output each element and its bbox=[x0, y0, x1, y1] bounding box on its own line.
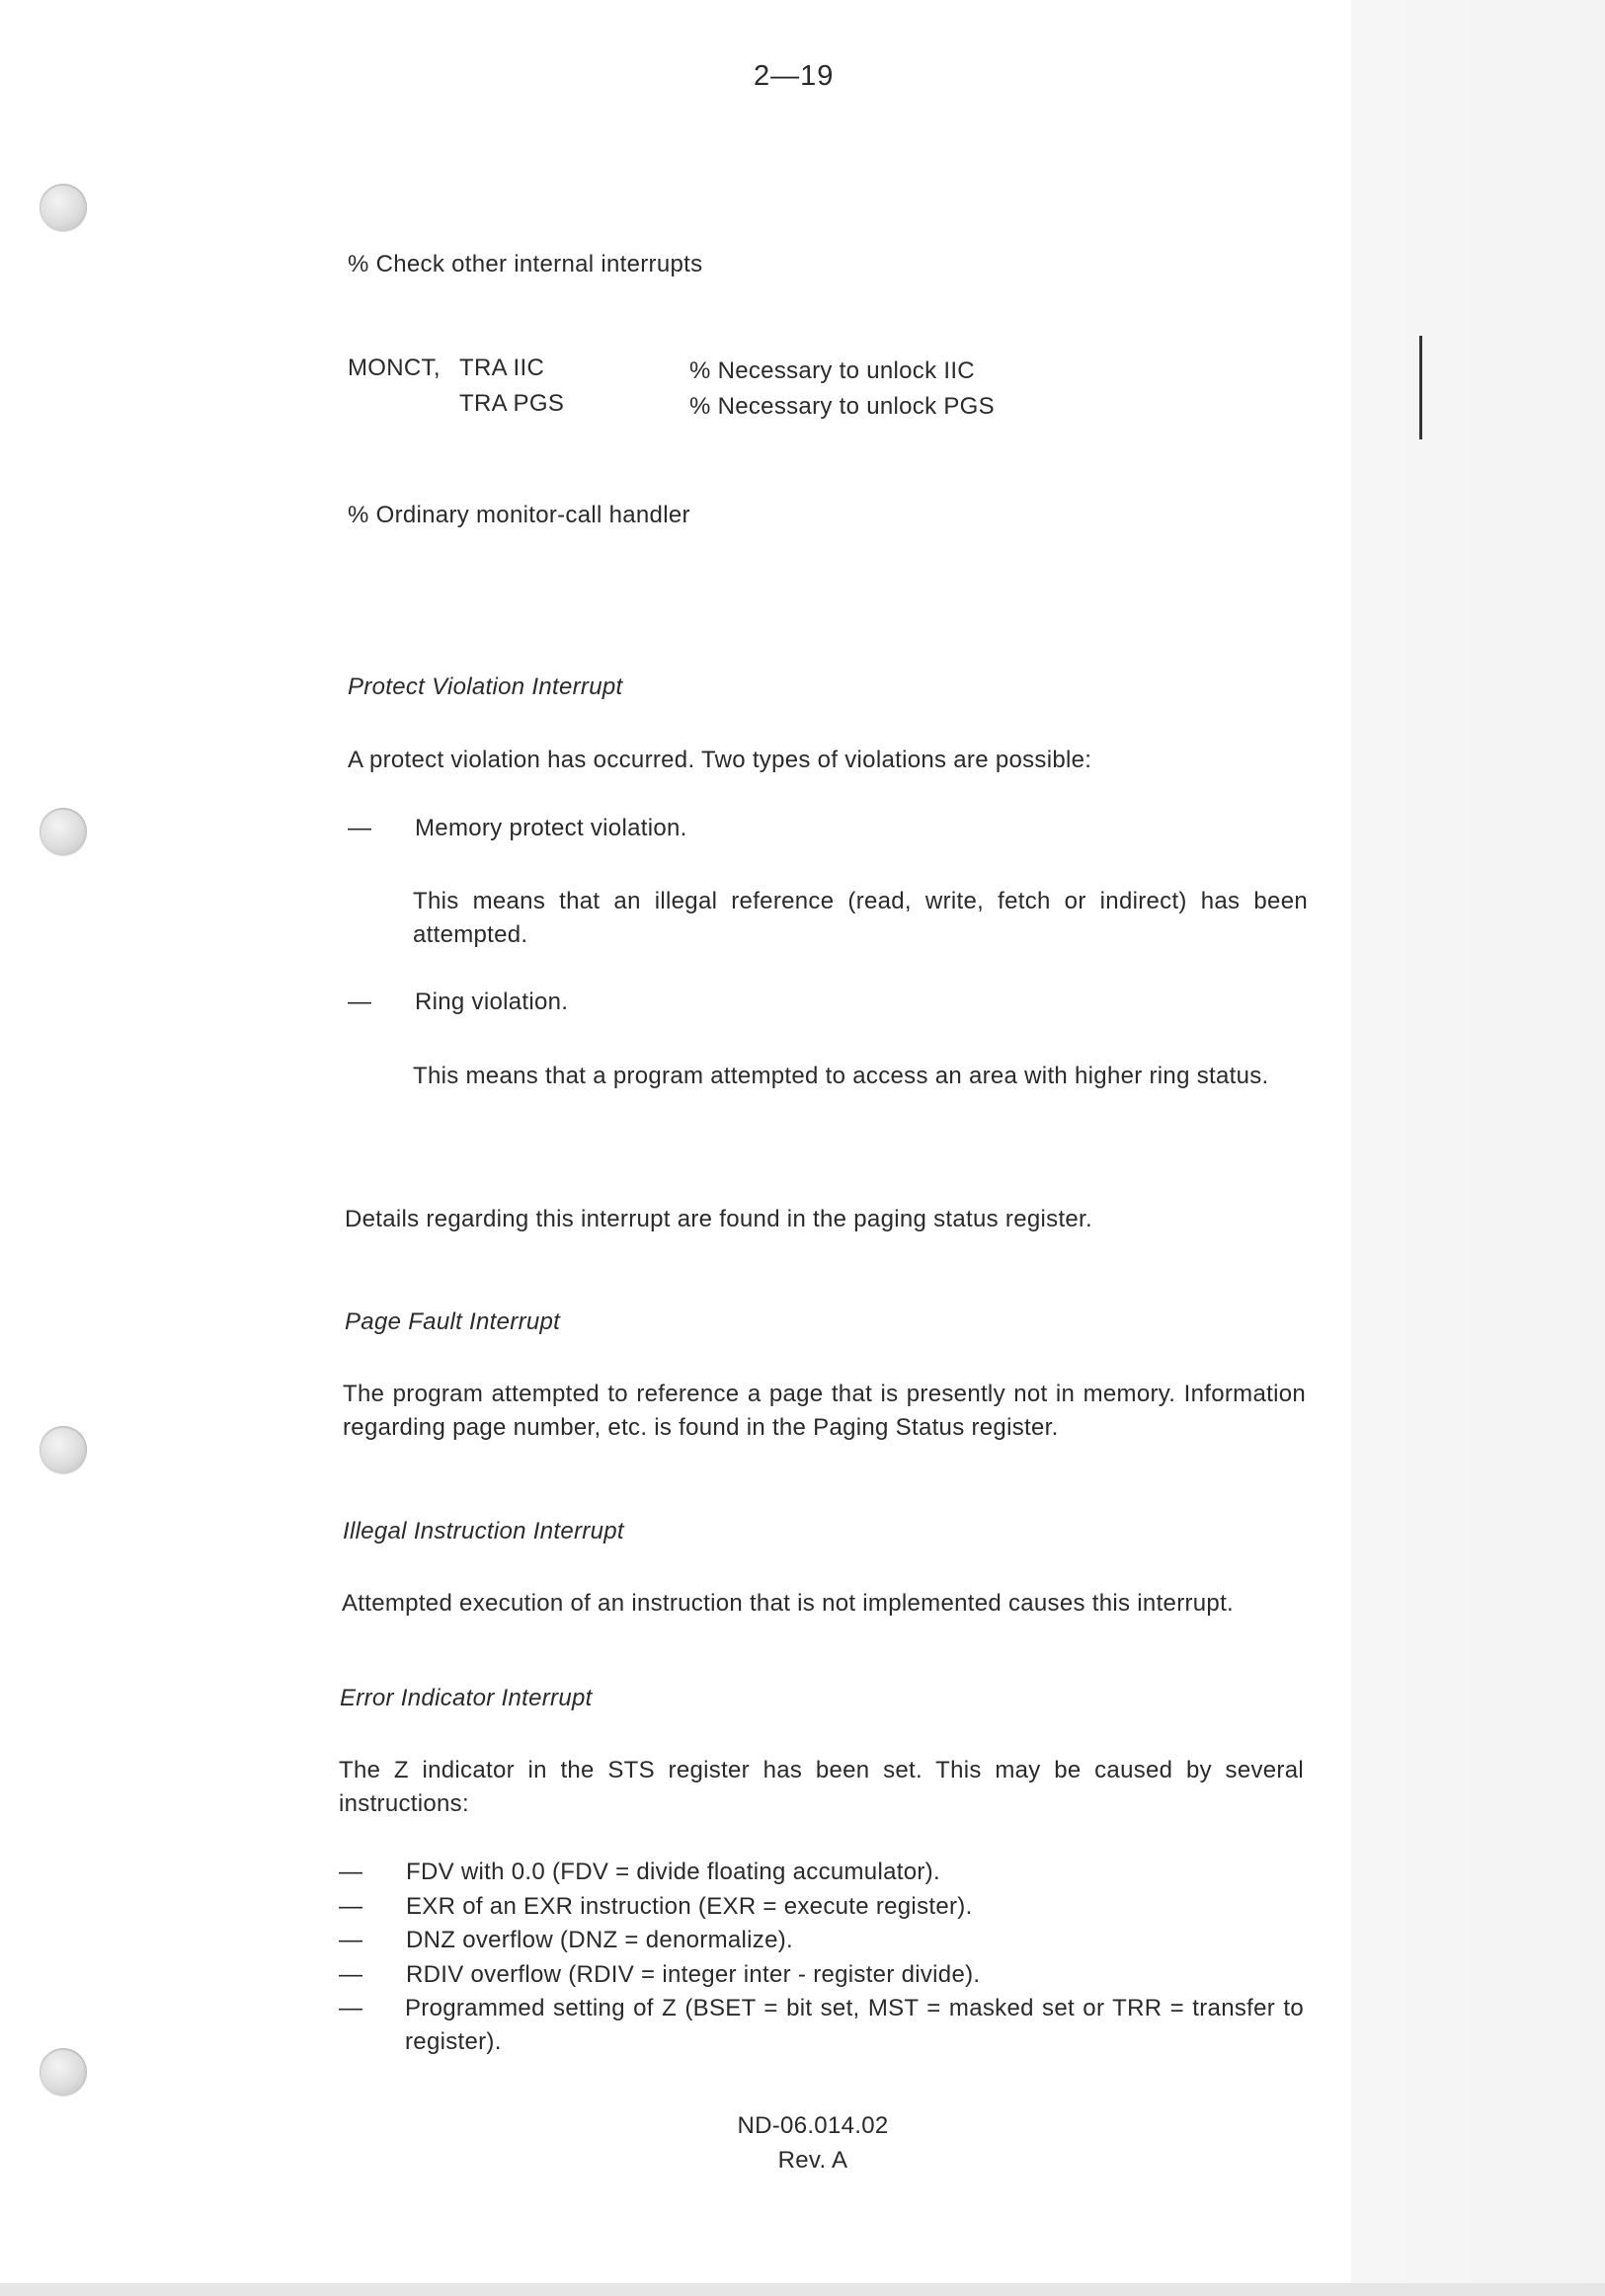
error-item-rdiv: RDIV overflow (RDIV = integer inter - register divide). bbox=[406, 1961, 981, 1988]
heading-illegal-instruction: Illegal Instruction Interrupt bbox=[343, 1518, 624, 1544]
page-fault-body: The program attempted to reference a page that is presently not in memory. Information regarding page number, etc. is found in the Paging Status register. bbox=[343, 1381, 1306, 1441]
error-item-dnz: DNZ overflow (DNZ = denormalize). bbox=[406, 1927, 793, 1953]
protect-item-memory-body: This means that an illegal reference (read, write, fetch or indirect) has been attempted. bbox=[413, 888, 1308, 948]
comment-check-interrupts: % Check other internal interrupts bbox=[348, 251, 703, 277]
footer-doc-id: ND-06.014.02 bbox=[737, 2112, 889, 2139]
list-dash: — bbox=[339, 1927, 362, 1953]
footer-revision: Rev. A bbox=[777, 2147, 848, 2174]
illegal-body: Attempted execution of an instruction that is not implemented causes this interrupt. bbox=[342, 1590, 1235, 1617]
bottom-edge bbox=[0, 2283, 1605, 2296]
error-body: The Z indicator in the STS register has been set. This may be caused by several instructions: bbox=[339, 1757, 1304, 1817]
code-comment-1: % Necessary to unlock IIC bbox=[689, 357, 975, 384]
list-dash: — bbox=[339, 1995, 362, 2021]
list-dash: — bbox=[348, 815, 371, 841]
protect-item-ring-title: Ring violation. bbox=[415, 989, 569, 1015]
error-item-exr: EXR of an EXR instruction (EXR = execute register). bbox=[406, 1893, 973, 1920]
list-dash: — bbox=[339, 1893, 362, 1920]
code-label: MONCT, bbox=[348, 355, 441, 381]
protect-intro: A protect violation has occurred. Two types of violations are possible: bbox=[348, 747, 1092, 773]
protect-details: Details regarding this interrupt are found in the paging status register. bbox=[345, 1206, 1092, 1232]
code-comment-2: % Necessary to unlock PGS bbox=[689, 393, 995, 420]
protect-item-ring-body: This means that a program attempted to access an area with higher ring status. bbox=[413, 1063, 1269, 1089]
heading-protect-violation: Protect Violation Interrupt bbox=[348, 673, 623, 700]
comment-ordinary-handler: % Ordinary monitor-call handler bbox=[348, 502, 690, 528]
revision-change-bar bbox=[1419, 336, 1422, 439]
list-dash: — bbox=[348, 989, 371, 1015]
binder-hole-4 bbox=[40, 2048, 87, 2096]
protect-item-memory-title: Memory protect violation. bbox=[415, 815, 687, 841]
page-number: 2—19 bbox=[754, 60, 835, 92]
binder-hole-1 bbox=[40, 184, 87, 231]
page-margin-shadow bbox=[1351, 0, 1605, 2296]
list-dash: — bbox=[339, 1859, 362, 1885]
heading-page-fault: Page Fault Interrupt bbox=[345, 1308, 561, 1335]
list-dash: — bbox=[339, 1961, 362, 1988]
error-item-programmed: Programmed setting of Z (BSET = bit set, MST = masked set or TRR = transfer to register). bbox=[405, 1995, 1304, 2055]
binder-hole-2 bbox=[40, 808, 87, 855]
binder-hole-3 bbox=[40, 1426, 87, 1473]
code-instruction-1: TRA IIC bbox=[459, 355, 545, 381]
error-item-fdv: FDV with 0.0 (FDV = divide floating accumulator). bbox=[406, 1859, 940, 1885]
code-instruction-2: TRA PGS bbox=[459, 390, 565, 417]
heading-error-indicator: Error Indicator Interrupt bbox=[340, 1685, 593, 1711]
